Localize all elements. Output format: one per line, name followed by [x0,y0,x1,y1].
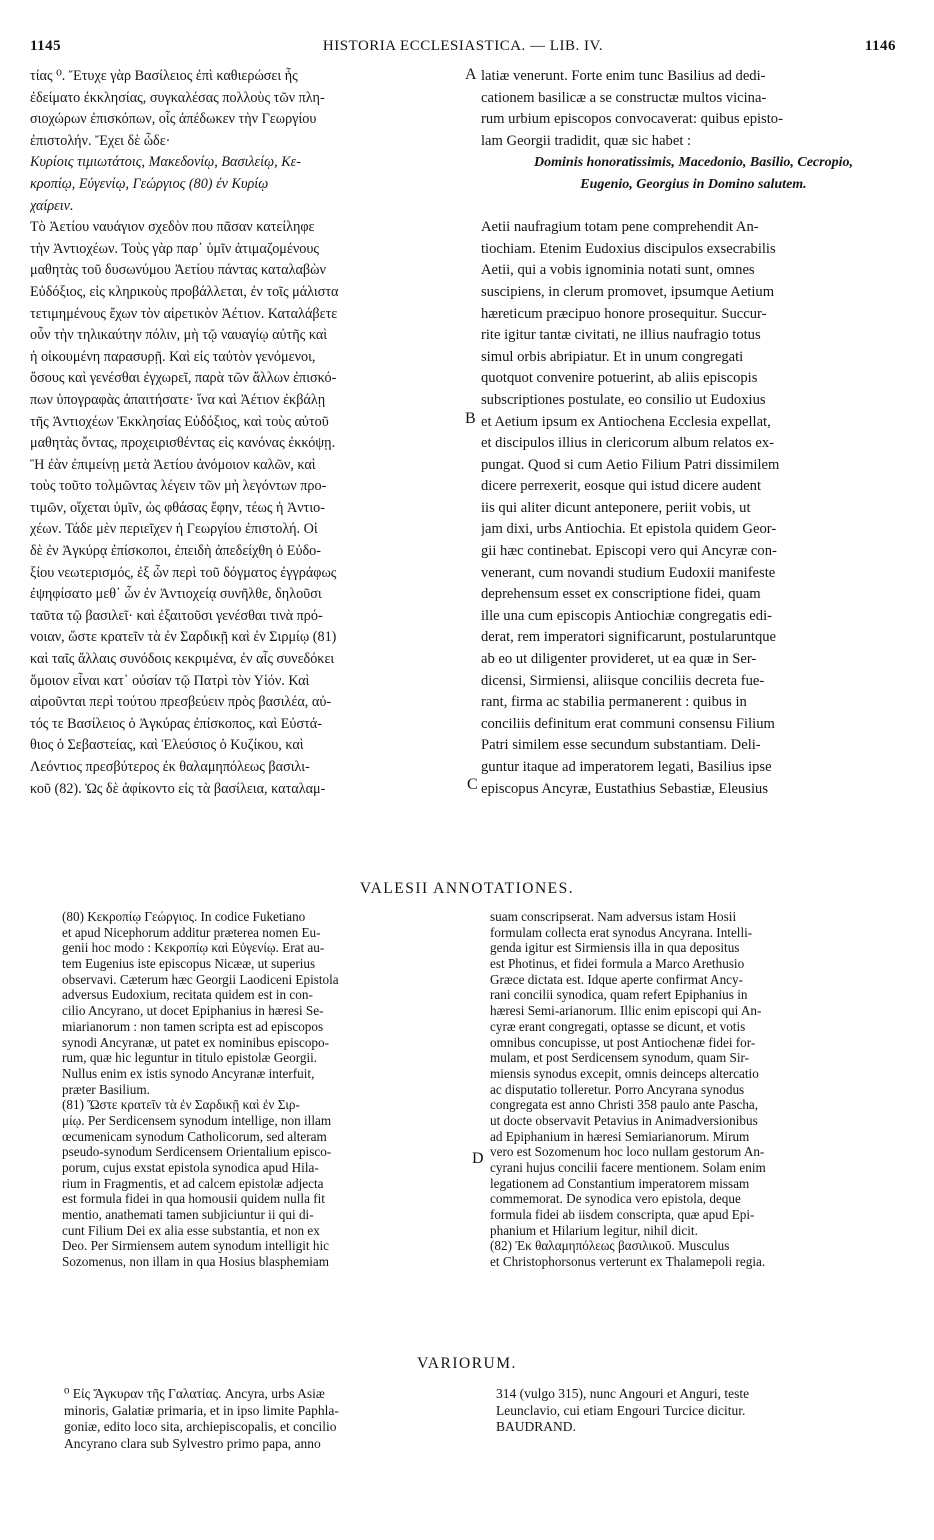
text-line: ut docte observavit Petavius in Animadversionibus [490,1112,758,1128]
text-line: Λεόντιος πρεσβύτερος ἐκ θαλαμηπόλεως βασιλι- [30,759,310,775]
text-line: goniæ, edito loco sita, archiepiscopalis, et concilio [64,1419,337,1434]
variorum-left-column [64,1386,474,1452]
text-line: πων ὑπογραφὰς ἀπαιτήσατε· ἵνα καὶ Ἀέτιον ἐκβάλῃ [30,391,326,408]
text-line: genii hoc modo : Κεκροπίῳ καὶ Εὐγενίῳ. Erat au- [62,940,325,956]
text-line: adversus Eudoxium, recitata quidem est in con- [62,987,313,1003]
text-line: præter Basilium. [62,1081,150,1097]
variorum-heading: VARIORUM. [417,1355,517,1372]
text-line: episcopus Ancyræ, Eustathius Sebastiæ, Eleusius [481,780,768,797]
text-line: cyrani hujus concilii facere mentionem. Solam enim [490,1160,766,1175]
annotations-heading: VALESII ANNOTATIONES. [359,880,575,897]
margin-marker-d: D [472,1150,484,1167]
text-line: τός τε Βασίλειος ὁ Ἀγκύρας ἐπίσκοπος, καὶ Εὐστά- [30,715,322,732]
text-line: pungat. Quod si cum Aetio Filium Patri dissimilem [481,456,780,473]
text-line: ἐδείματο ἐκκλησίας, συγκαλέσας πολλοὺς τῶν πλη- [30,89,325,106]
text-line: rum, quæ hic leguntur in titulo epistolæ Georgii. [62,1050,318,1066]
text-line: Dominis honoratissimis, Macedonio, Basilio, Cecropio, [534,155,853,171]
text-line: ab eo ut diligenter provideret, ut ea quæ in Ser- [481,651,757,668]
text-line: χαίρειν. [30,197,74,214]
text-line: τιμῶν, οἴχεται ὑμῖν, ὡς φθάσας ἔφην, τέως ἡ Ἀντιο- [30,499,325,516]
margin-marker-c: C [467,776,478,793]
text-line: deprehensum esset ex conscriptione fidei, quam [481,586,761,603]
text-line: Τὸ Ἀετίου ναυάγιον σχεδὸν που πᾶσαν κατείληφε [30,219,315,236]
text-line: latiæ venerunt. Forte enim tunc Basilius ad dedi- [481,68,766,84]
text-line [481,196,906,218]
text-line: mulam, et post Serdicensem synodum, quam Sir- [490,1050,750,1066]
text-line: (80) Κεκροπίῳ Γεώργιος. In codice Fuketiano [62,909,306,924]
text-line: Ancyrano clara sub Sylvestro primo papa, anno [64,1435,321,1451]
text-line: μαθητὰς τοῦ δυσωνύμου Ἀετίου πάντας καταλαβὼν [30,262,326,279]
latin-text-column [481,66,906,800]
text-line: observavi. Cæterum hæc Georgii Laodiceni Epistola [62,971,339,987]
text-line: rum urbium episcopos convocaverat: quibus episto- [481,111,783,128]
text-line: ⁰ Εἰς Ἄγκυραν τῆς Γαλατίας. Ancyra, urbs Asiæ [64,1386,325,1401]
text-line: νοιαν, ὥστε κρατεῖν τὰ ἐν Σαρδικῇ καὶ ἐν Σιρμίῳ (81) [30,629,337,646]
text-line: legationem ad Constantium imperatorem missam [490,1175,750,1191]
text-line: τίας ⁰. Ἔτυχε γὰρ Βασίλειος ἐπὶ καθιερώσει ἧς [30,68,298,84]
text-line: ξίου νεωτερισμός, ἐξ ὧν περὶ τοῦ δόγματος ἐγγράφως [30,564,337,581]
text-line: suam conscripserat. Nam adversus istam Hosii [490,909,737,924]
text-line: μαθητὰς ὄντας, προχειρισθέντας εἰς κανόνας ἐκκόψῃ. [30,435,336,452]
text-line: καὶ ταῖς ἄλλαις συνόδοις κεκριμένα, ἐν αἷς συνεδόκει [30,651,335,668]
text-line: dicere perrexerit, eosque qui istud dicere audent [481,478,761,495]
text-line: hæreticum præcipuo honore prosequitur. Succur- [481,305,767,322]
text-line: subscriptiones postulate, eo consilio ut Eudoxius [481,391,766,408]
text-line: guntur itaque ad imperatorem legati, Basilius ipse [481,759,772,775]
text-line: miarianorum : non tamen scripta est ad episcopos [62,1018,324,1034]
text-line: phanium et Hilarium legitur, nihil dicit. [490,1222,698,1238]
variorum-right-column [496,1386,906,1436]
text-line: ac disputatio tolleretur. Porro Ancyrana synodus [490,1081,745,1097]
text-line: formula fidei ab iisdem conscripta, quæ apud Epi- [490,1207,755,1223]
text-line: jam dixi, urbs Antiochia. Et epistola quidem Geor- [481,521,777,538]
running-title: HISTORIA ECCLESIASTICA. — LIB. IV. [322,38,604,54]
text-line: Patri similem esse secundum substantiam. Deli- [481,737,761,754]
text-line: αἱροῦνται περὶ τούτου πρεσβεύειν πρὸς βασιλέα, αὐ- [30,694,332,711]
text-line: σιοχώρων ἐπισκόπων, οἷς ἀπέδωκεν τὴν Γεωργίου [30,111,317,128]
text-line: cilio Ancyrano, ut docet Epiphanius in hæresi Se- [62,1003,324,1019]
text-line: rite igitur tantæ civitati, ne illius naufragio totus [481,327,761,344]
text-line: δὲ ἐν Ἀγκύρᾳ ἐπίσκοποι, ἐπειδὴ ἀπεδείχθη ὁ Εὐδο- [30,543,321,560]
text-line: genda igitur est Sirmiensis illa in qua depositus [490,940,740,956]
margin-marker-b: B [465,410,476,427]
text-line: Aetii, qui a vobis ignominia notati sunt, omnes [481,262,755,279]
text-line: Eugenio, Georgius in Domino salutem. [580,176,807,192]
text-line: BAUDRAND. [496,1419,576,1434]
text-line: Leunclavio, cui etiam Engouri Turcice dicitur. [496,1402,746,1418]
greek-text-column [30,66,462,800]
text-line: χέων. Τάδε μὲν περιεῖχεν ἡ Γεωργίου ἐπιστολή. Οἱ [30,521,318,538]
text-line: rium in Fragmentis, et ad calcem epistolæ adjecta [62,1175,324,1191]
text-line: hæresi Semi-arianorum. Illic enim episcopi qui An- [490,1003,762,1019]
text-line: dicensi, Sirmiensi, aliisque conciliis decreta fue- [481,672,765,689]
text-line: conciliis definitum erat communi consensu Filium [481,715,775,732]
text-line: κροπίῳ, Εὐγενίῳ, Γεώργιος (80) ἐν Κυρίῳ [30,175,269,192]
text-line: est Photinus, et fidei formula a Marco Arethusio [490,956,745,972]
text-line: rant, firma ac stabilia permanerent : quibus in [481,694,747,711]
text-line: omnibus concupisse, ut post Antiochenæ fidei for- [490,1034,756,1050]
margin-marker-a: A [465,66,477,83]
text-line: θιος ὁ Σεβαστείας, καὶ Ἐλεύσιος ὁ Κυζίκου, καὶ [30,737,304,754]
text-line: et Aetium ipsum ex Antiochena Ecclesia expellat, [481,413,771,430]
text-line: κοῦ (82). Ὡς δὲ ἀφίκοντο εἰς τὰ βασίλεια, καταλαμ- [30,780,326,797]
text-line: est formula fidei in qua homousii quidem nulla fit [62,1191,325,1207]
text-line: ad Epiphanium in hæresi Semiarianorum. Mirum [490,1128,750,1144]
text-line: ὅμοιον εἶναι κατ᾽ οὐσίαν τῷ Πατρὶ τὸν Υἱόν. Καὶ [30,672,310,689]
left-page-number: 1145 [30,38,62,54]
text-line: œcumenicam synodum Catholicorum, sed alteram [62,1128,327,1144]
text-line: tem Eugenius iste episcopus Nicææ, ut superius [62,956,316,972]
text-line: ille una cum episcopis Antiochiæ congregatis edi- [481,607,772,624]
text-line: rani concilii synodica, quam refert Epiphanius in [490,987,748,1003]
text-line: ἡ οἰκουμένη παρασυρῇ. Καὶ εἰς ταὐτὸν γενόμενοι, [30,348,316,365]
text-line: suscipiens, in clerum promovet, ipsumque Aetium [481,283,775,300]
text-line: minoris, Galatiæ primaria, et in ipso limite Paphla- [64,1402,339,1418]
text-line: porum, cujus exstat epistola synodica apud Hila- [62,1160,319,1175]
right-page-number: 1146 [864,38,896,54]
text-line: cunt Filium Dei ex alia esse substantia, et non ex [62,1222,320,1238]
text-line: ὅσους καὶ γενέσθαι ἐγχωρεῖ, παρὰ τῶν ἄλλων ἐπισκό- [30,370,337,387]
text-line: quotquot convenire potuerint, ab aliis episcopis [481,370,758,387]
text-line: cationem basilicæ a se constructæ multos vicina- [481,89,767,106]
text-line: et discipulos illius in clericorum album relatos ex- [481,435,775,452]
annotations-right-column [490,909,906,1270]
text-line: ἐπιστολήν. Ἔχει δὲ ὧδε· [30,132,171,149]
text-line: venerant, cum novandi studium Eudoxii manifeste [481,564,776,581]
text-line: ταῦτα τῷ βασιλεῖ· καὶ ἐξαιτοῦσι γενέσθαι τινὰ πρό- [30,607,323,624]
text-line: formulam collecta erat synodus Ancyrana. Intelli- [490,924,753,940]
text-line: (81) Ὥστε κρατεῖν τὰ ἐν Σαρδικῇ καὶ ἐν Σιρ- [62,1097,300,1113]
text-line: vero est Sozomenum hoc loco nullam gestorum An- [490,1144,765,1160]
text-line: μίῳ. Per Serdicensem synodum intellige, non illam [62,1112,332,1128]
text-line: τῆς Ἀντιοχέων Ἐκκλησίας Εὐδόξιος, καὶ τοὺς αὐτοῦ [30,413,329,430]
text-line: tiochiam. Etenim Eudoxius discipulos exsecrabilis [481,240,776,257]
text-line: iis qui aliter dicunt anteponere, periit vobis, ut [481,499,751,516]
text-line: simul orbis abripiatur. Et in unum congregati [481,348,744,365]
text-line: ἐψηφίσατο μεθ᾽ ὧν ἐν Ἀντιοχείᾳ συνῆλθε, δηλοῦσι [30,586,322,603]
text-line: Græce dictata est. Idque aperte confirmat Ancy- [490,971,744,987]
text-line: commemorat. De synodica vero epistola, deque [490,1191,741,1207]
text-line: pseudo-synodum Serdicensem Orientalium episco- [62,1144,332,1160]
running-header [30,38,896,60]
text-line: Sozomenus, non illam in qua Hosius blasphemiam [62,1254,330,1270]
text-line: οὖν τὴν τηλικαύτην πόλιν, μὴ τῷ ναυαγίῳ αὐτῆς καὶ [30,327,328,344]
text-line: τοὺς τοῦτο τολμῶντας λέγειν τῶν μὴ λεγόντων προ- [30,478,327,495]
text-line: τὴν Ἀντιοχέων. Τοὺς γὰρ παρ᾽ ὑμῖν ἀτιμαζομένους [30,240,320,257]
text-line: Ἢ ἐὰν ἐπιμείνῃ μετὰ Ἀετίου ἀνόμοιον καλῶν, καὶ [30,456,316,473]
text-line: Εὐδόξιος, εἰς κληρικοὺς προβάλλεται, ἐν τοῖς μάλιστα [30,283,339,300]
text-line: Nullus enim ex istis synodo Ancyranæ interfuit, [62,1065,315,1081]
text-line: et Christophorsonus verterunt ex Thalamepoli regia. [490,1254,766,1270]
text-line: Aetii naufragium totam pene comprehendit An- [481,219,759,236]
text-line: miensis synodus excepit, omnis deinceps altercatio [490,1065,759,1081]
text-line: et apud Nicephorum additur præterea nomen Eu- [62,924,321,940]
text-line: Κυρίοις τιμιωτάτοις, Μακεδονίῳ, Βασιλείῳ, Κε- [30,154,301,171]
text-line: τετιμημένους ἔχων τὸν αἱρετικὸν Ἀέτιον. Καταλάβετε [30,305,338,322]
text-line: synodi Ancyranæ, ut patet ex nominibus episcopo- [62,1034,330,1050]
text-line: cyræ erant congregati, optasse se dicunt, et votis [490,1018,746,1034]
text-line: derat, rem imperatori significarunt, postularuntque [481,629,777,646]
text-line: gii hæc continebat. Episcopi vero qui Ancyræ con- [481,543,777,560]
annotations-left-column [62,909,468,1270]
text-line: lam Georgii tradidit, quæ sic habet : [481,132,692,149]
text-line: Deo. Per Sirmiensem autem synodum intelligit hic [62,1238,330,1254]
text-line: mentio, anathemati tamen subjiciuntur ii qui di- [62,1207,314,1223]
text-line: 314 (vulgo 315), nunc Angouri et Anguri, teste [496,1386,750,1401]
text-line: congregata est anno Christi 358 paulo ante Pascha, [490,1097,759,1113]
text-line: (82) Ἐκ θαλαμηπόλεως βασιλικοῦ. Musculus [490,1238,730,1254]
